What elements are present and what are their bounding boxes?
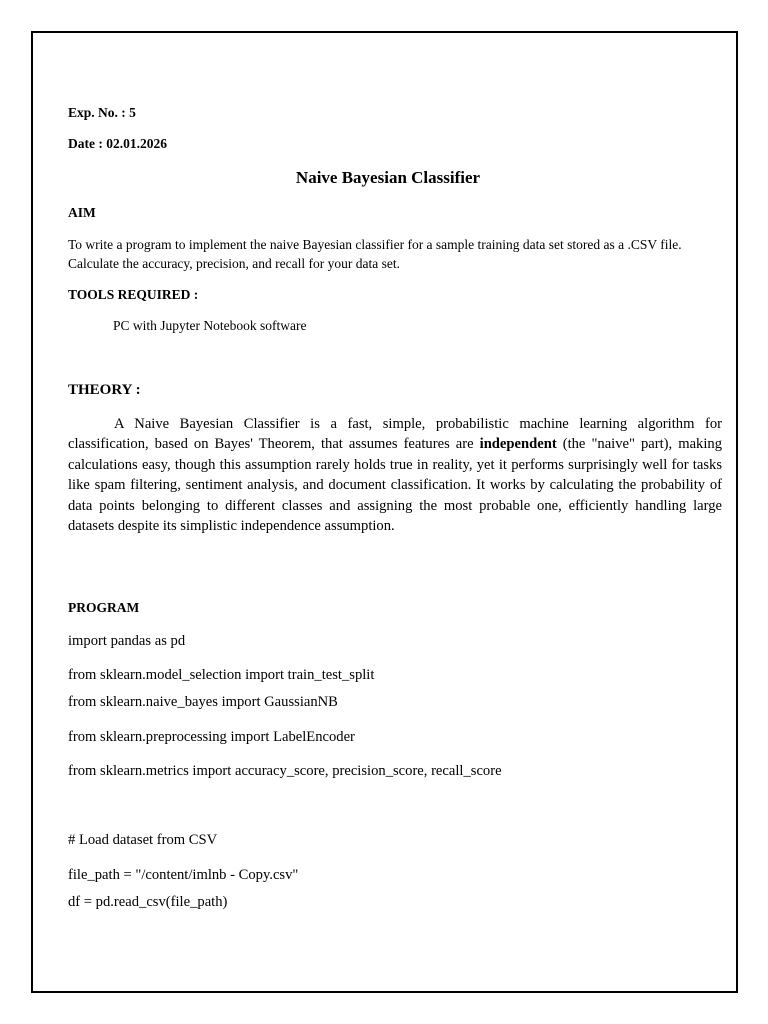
code-line: from sklearn.naive_bayes import GaussianNB: [68, 694, 338, 710]
code-line: from sklearn.model_selection import train_test_split: [68, 667, 375, 683]
theory-text-after: (the "naive" part), making calculations easy, though this assumption rarely holds true in reality, yet it performs surprisingly well for tasks like spam filtering, sentiment analysis, and document classification. It works by calculating the probability of data points belonging to different classes and assigning the most probable one, efficiently handling large datasets despite its simplistic independence assumption.: [68, 436, 722, 535]
exp-number: Exp. No. : 5: [68, 105, 136, 120]
document-title: Naive Bayesian Classifier: [295, 168, 481, 187]
tools-heading: TOOLS REQUIRED :: [68, 287, 199, 302]
date: Date : 02.01.2026: [68, 136, 167, 151]
theory-text: [68, 414, 722, 536]
code-comment: # Load dataset from CSV: [68, 832, 218, 848]
aim-text: To write a program to implement the naive Bayesian classifier for a sample training data set stored as a .CSV file. Calculate the accuracy, precision, and recall for your data set.: [68, 237, 682, 271]
code-line: file_path = "/content/imlnb - Copy.csv": [68, 867, 299, 883]
theory-text-before: A Naive Bayesian Classifier is a fast, simple, probabilistic machine learning algorithm for classification, based on Bayes' Theorem, that assumes features are: [68, 416, 722, 453]
tools-item: PC with Jupyter Notebook software: [113, 318, 307, 333]
theory-emphasis: independent: [479, 436, 557, 453]
theory-heading: THEORY :: [68, 382, 141, 398]
program-heading: PROGRAM: [68, 600, 140, 615]
code-line: df = pd.read_csv(file_path): [68, 894, 228, 910]
code-line: from sklearn.preprocessing import LabelEncoder: [68, 729, 355, 745]
aim-heading: AIM: [68, 205, 96, 220]
code-line: import pandas as pd: [68, 633, 186, 649]
code-line: from sklearn.metrics import accuracy_score, precision_score, recall_score: [68, 763, 502, 779]
